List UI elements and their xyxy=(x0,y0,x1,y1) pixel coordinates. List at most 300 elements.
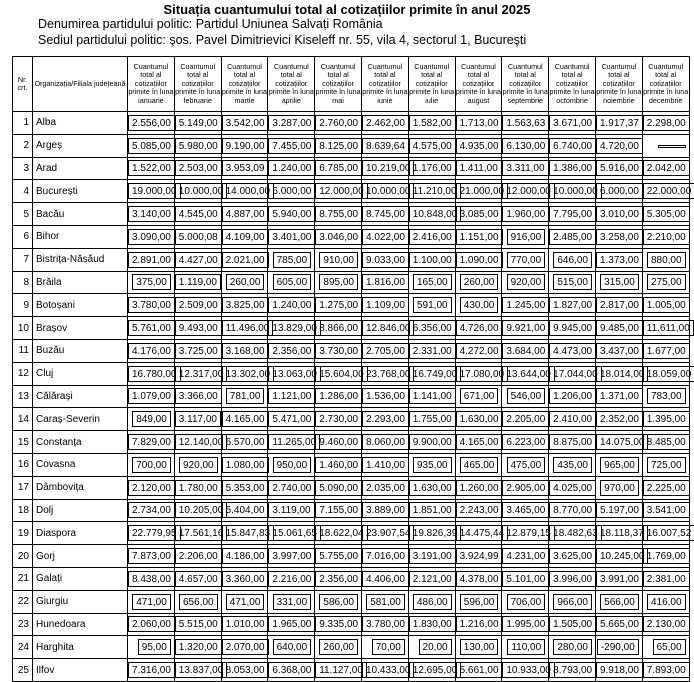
amount-cell xyxy=(221,225,268,248)
amount-cell xyxy=(595,248,642,271)
table-row xyxy=(13,476,690,499)
amount-cell xyxy=(642,271,689,294)
amount-cell xyxy=(268,112,315,135)
amount-cell xyxy=(408,522,458,545)
header-month-12: Cuantumul total al cotizațiilor primite în luna decembrie xyxy=(642,57,689,112)
amount-cell xyxy=(315,567,362,590)
row-number: 22 xyxy=(13,590,33,613)
amount-value: 1.373,00 xyxy=(596,252,643,268)
amount-value: 1.395,00 xyxy=(643,411,690,427)
amount-cell xyxy=(174,271,221,294)
amount-cell xyxy=(455,613,502,636)
amount-cell xyxy=(268,225,315,248)
amount-value: 19.826,39 xyxy=(409,525,462,541)
amount-value: 7.316,00 xyxy=(128,662,175,678)
amount-value: 3.119,00 xyxy=(268,502,314,518)
amount-value: 9.190,00 xyxy=(222,138,269,154)
amount-cell xyxy=(642,385,689,408)
amount-cell xyxy=(221,203,268,226)
amount-cell xyxy=(174,522,224,545)
amount-value: 6.570,00 xyxy=(222,434,269,450)
amount-cell xyxy=(549,431,596,454)
amount-cell xyxy=(549,453,596,476)
amount-value: 3.287,00 xyxy=(268,115,315,131)
amount-value: 18.482,63 xyxy=(549,525,602,541)
amount-cell xyxy=(502,659,549,682)
row-number: 24 xyxy=(13,636,33,659)
amount-cell xyxy=(361,362,411,385)
amount-cell xyxy=(174,590,221,613)
amount-value: 6.368,00 xyxy=(268,662,315,678)
amount-value: 4.575,00 xyxy=(409,138,456,154)
header-organization: Organizația/Filiala județeană xyxy=(33,57,128,112)
amount-value: 1.995,00 xyxy=(502,616,549,632)
table-row xyxy=(13,385,690,408)
amount-cell xyxy=(268,180,315,203)
amount-value: 2.381,00 xyxy=(643,571,690,587)
amount-value: 2.035,00 xyxy=(362,480,409,496)
amount-value: 3.085,00 xyxy=(456,206,503,222)
organization-name: Argeș xyxy=(33,134,128,157)
amount-cell xyxy=(361,134,408,157)
organization-name: Diaspora xyxy=(33,522,128,545)
amount-cell xyxy=(221,636,268,659)
amount-cell xyxy=(549,362,596,385)
amount-value: 1.827,00 xyxy=(549,297,596,313)
amount-value: 2.225,00 xyxy=(643,480,690,496)
amount-cell xyxy=(455,248,502,271)
amount-cell xyxy=(174,180,224,203)
amount-cell xyxy=(361,271,408,294)
amount-value: 110,00 xyxy=(507,639,545,655)
amount-value: 1.260,00 xyxy=(456,480,503,496)
amount-cell xyxy=(642,453,689,476)
party-name: Denumirea partidului politic: Partidul Uniunea Salvați România xyxy=(38,17,383,31)
amount-value: 20,00 xyxy=(419,639,452,655)
amount-value: 3.046,00 xyxy=(315,229,362,245)
amount-cell xyxy=(361,317,411,340)
amount-value: 15.847,83 xyxy=(222,525,275,541)
amount-cell xyxy=(595,362,645,385)
amount-cell xyxy=(128,431,175,454)
amount-value: 12.000,00 xyxy=(502,183,555,199)
amount-cell xyxy=(128,476,175,499)
amount-value: 1.079,00 xyxy=(128,388,175,404)
amount-cell xyxy=(595,567,642,590)
amount-value: 916,00 xyxy=(507,229,546,245)
amount-cell xyxy=(455,157,502,180)
organization-name: București xyxy=(33,180,128,203)
amount-value: 1.522,00 xyxy=(128,160,175,176)
amount-value: 9.033,00 xyxy=(362,252,409,268)
amount-cell xyxy=(268,317,315,340)
amount-value: 13.302,00 xyxy=(222,366,275,382)
amount-value: 4.406,00 xyxy=(362,571,409,587)
amount-value: 14.000,00 xyxy=(222,183,275,199)
amount-cell xyxy=(502,203,549,226)
amount-cell xyxy=(128,522,175,545)
amount-value: 3.730,00 xyxy=(315,343,362,359)
amount-cell xyxy=(174,203,221,226)
amount-cell xyxy=(315,476,362,499)
amount-cell xyxy=(595,112,642,135)
amount-value: 10.933,00 xyxy=(502,662,555,678)
amount-cell xyxy=(502,225,549,248)
row-number: 21 xyxy=(13,567,33,590)
amount-value: 3.258,00 xyxy=(596,229,643,245)
amount-cell xyxy=(502,499,549,522)
organization-name: Galați xyxy=(33,567,128,590)
amount-cell xyxy=(549,636,596,659)
amount-value: 7.455,00 xyxy=(268,138,315,154)
amount-cell xyxy=(455,476,502,499)
amount-cell xyxy=(595,317,642,340)
amount-value: 3.953,09 xyxy=(222,160,269,176)
amount-cell xyxy=(595,613,642,636)
amount-cell xyxy=(128,112,175,135)
row-number: 7 xyxy=(13,248,33,271)
amount-cell xyxy=(642,431,689,454)
table-row xyxy=(13,134,690,157)
amount-value: 3.360,00 xyxy=(222,571,269,587)
amount-value: 586,00 xyxy=(319,594,358,610)
amount-value: 783,00 xyxy=(647,388,686,404)
amount-cell xyxy=(549,385,596,408)
table-row xyxy=(13,317,690,340)
amount-cell xyxy=(361,339,408,362)
amount-value: 5.761,00 xyxy=(128,320,175,336)
amount-cell xyxy=(642,636,689,659)
amount-cell xyxy=(315,545,362,568)
amount-cell xyxy=(549,408,596,431)
amount-cell xyxy=(549,317,596,340)
amount-value: 2.352,00 xyxy=(596,411,643,427)
amount-cell xyxy=(595,294,642,317)
amount-value: 17.080,00 xyxy=(456,366,509,382)
amount-cell xyxy=(455,385,502,408)
amount-value: 10.000,00 xyxy=(549,183,602,199)
amount-cell xyxy=(268,134,315,157)
amount-cell xyxy=(595,408,642,431)
amount-value: 16.007,52 xyxy=(643,525,694,541)
amount-value: 2.060,00 xyxy=(128,616,175,632)
amount-value: 10.000,00 xyxy=(362,183,415,199)
amount-cell xyxy=(221,339,268,362)
amount-value: 14.475,44 xyxy=(456,525,509,541)
amount-value: 950,00 xyxy=(273,457,312,473)
amount-cell xyxy=(642,567,689,590)
amount-value: 1.119,00 xyxy=(175,274,221,290)
amount-value: 5.916,00 xyxy=(596,160,643,176)
amount-cell xyxy=(174,453,221,476)
row-number: 14 xyxy=(13,408,33,431)
amount-value: 8.125,00 xyxy=(315,138,362,154)
amount-cell xyxy=(455,225,502,248)
amount-cell xyxy=(315,453,362,476)
amount-value: 3.684,00 xyxy=(502,343,549,359)
amount-cell xyxy=(221,545,268,568)
amount-cell xyxy=(128,408,175,431)
amount-cell xyxy=(595,522,642,545)
amount-value: 2.042,00 xyxy=(643,160,690,176)
row-number: 19 xyxy=(13,522,33,545)
amount-cell xyxy=(408,385,455,408)
amount-value: 2.817,00 xyxy=(596,297,643,313)
amount-value: 1.677,00 xyxy=(643,343,690,359)
amount-cell xyxy=(174,613,221,636)
amount-value: 11.496,00 xyxy=(222,320,274,336)
amount-cell xyxy=(315,408,362,431)
row-number: 5 xyxy=(13,203,33,226)
amount-value: 475,00 xyxy=(507,457,546,473)
amount-value: 4.887,00 xyxy=(222,206,269,222)
amount-cell xyxy=(455,408,502,431)
amount-value: 3.780,00 xyxy=(128,297,175,313)
amount-cell xyxy=(268,362,315,385)
amount-value: 10.205,00 xyxy=(175,502,228,518)
amount-cell xyxy=(595,545,645,568)
amount-value: 566,00 xyxy=(600,594,639,610)
amount-value: 19.000,00 xyxy=(128,183,181,199)
amount-cell xyxy=(549,499,596,522)
amount-cell xyxy=(174,499,224,522)
amount-value: 15.604,00 xyxy=(315,366,368,382)
header-month-8: Cuantumul total al cotizațiilor primite în luna august xyxy=(455,57,502,112)
amount-value: 4.165,00 xyxy=(456,434,503,450)
amount-value: 5.404,00 xyxy=(222,502,269,518)
amount-cell xyxy=(642,590,689,613)
amount-value: 5.755,00 xyxy=(315,548,362,564)
amount-value: 706,00 xyxy=(507,594,546,610)
amount-cell xyxy=(455,112,502,135)
amount-cell xyxy=(502,636,549,659)
amount-cell xyxy=(268,499,315,522)
amount-value: 895,00 xyxy=(319,274,358,290)
amount-value: 3.542,00 xyxy=(222,115,269,131)
organization-name: Botoșani xyxy=(33,294,128,317)
amount-cell xyxy=(128,225,175,248)
table-row xyxy=(13,339,690,362)
row-number: 25 xyxy=(13,659,33,682)
amount-cell xyxy=(174,476,221,499)
amount-value: 5.353,00 xyxy=(222,480,269,496)
amount-value: 515,00 xyxy=(553,274,592,290)
amount-value: 416,00 xyxy=(647,594,686,610)
amount-cell xyxy=(268,431,315,454)
header-month-9: Cuantumul total al cotizațiilor primite în luna septembrie xyxy=(502,57,549,112)
amount-cell xyxy=(502,567,549,590)
amount-cell xyxy=(268,408,315,431)
amount-value: 11.127,00 xyxy=(315,662,367,678)
header-month-10: Cuantumul total al cotizațiilor primite în luna octombrie xyxy=(549,57,596,112)
amount-value: 1.240,00 xyxy=(268,160,315,176)
amount-value: 486,00 xyxy=(413,594,452,610)
amount-value: 671,00 xyxy=(460,388,499,404)
amount-cell xyxy=(174,659,224,682)
amount-cell xyxy=(455,362,505,385)
amount-value: 7.873,00 xyxy=(128,548,175,564)
amount-value: 935,00 xyxy=(413,457,452,473)
amount-value: 9.335,00 xyxy=(315,616,362,632)
amount-value: 1.371,00 xyxy=(596,388,643,404)
amount-cell xyxy=(361,499,408,522)
amount-value: 1.713,00 xyxy=(456,115,503,131)
amount-cell xyxy=(595,271,642,294)
amount-value: 1.109,00 xyxy=(362,297,409,313)
amount-value: 1.090,00 xyxy=(456,252,503,268)
amount-cell xyxy=(595,157,642,180)
amount-value: 785,00 xyxy=(273,252,312,268)
amount-cell xyxy=(502,590,549,613)
header-month-7: Cuantumul total al cotizațiilor primite în luna iulie xyxy=(408,57,455,112)
amount-value: 260,00 xyxy=(226,274,265,290)
amount-value: 3.825,00 xyxy=(222,297,269,313)
amount-cell xyxy=(455,431,502,454)
amount-value: 1.563,63 xyxy=(502,115,549,131)
amount-value: 1.830,00 xyxy=(409,616,456,632)
amount-cell xyxy=(595,499,642,522)
amount-cell xyxy=(502,453,549,476)
amount-value: 331,00 xyxy=(273,594,312,610)
amount-cell xyxy=(268,590,315,613)
table-row xyxy=(13,659,690,682)
amount-cell xyxy=(174,317,221,340)
amount-value: 4.025,00 xyxy=(549,480,596,496)
amount-value: 3.191,00 xyxy=(409,548,456,564)
amount-value: 17.561,16 xyxy=(175,525,228,541)
table-row xyxy=(13,408,690,431)
amount-value: 5.661,00 xyxy=(456,662,503,678)
amount-cell xyxy=(595,385,642,408)
amount-value: 1.010,00 xyxy=(222,616,269,632)
amount-cell xyxy=(455,659,502,682)
amount-value: 8.770,00 xyxy=(549,502,596,518)
amount-cell xyxy=(361,453,408,476)
table-row xyxy=(13,453,690,476)
amount-cell xyxy=(221,522,271,545)
amount-value: 9.460,00 xyxy=(315,434,362,450)
amount-value: 3.117,00 xyxy=(175,411,221,427)
amount-cell xyxy=(361,408,408,431)
amount-value: 3.140,00 xyxy=(128,206,175,222)
amount-cell xyxy=(361,659,411,682)
amount-cell xyxy=(268,545,315,568)
amount-cell xyxy=(268,339,315,362)
amount-value: 22.779,95 xyxy=(128,525,181,541)
amount-value: 2.905,00 xyxy=(502,480,549,496)
organization-name: Cluj xyxy=(33,362,128,385)
amount-value: 4.022,00 xyxy=(362,229,409,245)
amount-cell xyxy=(642,522,692,545)
amount-value: 7.829,00 xyxy=(128,434,175,450)
amount-cell xyxy=(549,157,596,180)
amount-cell xyxy=(502,431,549,454)
amount-value: 1.245,00 xyxy=(502,297,549,313)
amount-cell xyxy=(174,636,221,659)
amount-value: 5.000,08 xyxy=(175,229,222,245)
amount-cell xyxy=(268,203,315,226)
row-number: 23 xyxy=(13,613,33,636)
document-title: Situația cuantumului total al cotizațiilor primite în anul 2025 xyxy=(163,2,531,17)
amount-value: 12.000,00 xyxy=(315,183,368,199)
amount-cell xyxy=(174,248,221,271)
amount-cell xyxy=(221,659,268,682)
amount-value: 6.223,00 xyxy=(502,434,549,450)
amount-cell xyxy=(549,339,596,362)
amount-value: 22.000,00 xyxy=(643,183,694,199)
amount-value: 3.401,00 xyxy=(268,229,315,245)
amount-cell xyxy=(268,567,315,590)
amount-cell xyxy=(642,499,689,522)
amount-value: 3.541,00 xyxy=(643,502,690,518)
organization-name: Călărași xyxy=(33,385,128,408)
amount-value: 10.848,00 xyxy=(409,206,462,222)
amount-cell xyxy=(315,180,362,203)
amount-value: 3.780,00 xyxy=(362,616,409,632)
header-month-11: Cuantumul total al cotizațiilor primite în luna noiembrie xyxy=(595,57,642,112)
amount-cell xyxy=(642,294,689,317)
amount-value: 1.965,00 xyxy=(268,616,315,632)
amount-value: 130,00 xyxy=(460,639,499,655)
amount-cell xyxy=(595,431,645,454)
amount-cell xyxy=(128,248,175,271)
amount-cell xyxy=(174,225,221,248)
amount-cell xyxy=(642,203,689,226)
amount-cell xyxy=(642,476,689,499)
organization-name: Bihor xyxy=(33,225,128,248)
table-row xyxy=(13,157,690,180)
amount-value: 1.630,00 xyxy=(409,480,456,496)
amount-cell xyxy=(642,112,689,135)
amount-cell xyxy=(502,294,549,317)
amount-cell xyxy=(642,180,692,203)
amount-value: 11.611,00 xyxy=(643,320,694,336)
organization-name: Ilfov xyxy=(33,659,128,682)
amount-cell xyxy=(595,453,642,476)
amount-cell xyxy=(455,134,502,157)
table-body xyxy=(13,112,690,682)
amount-cell xyxy=(128,203,175,226)
row-number: 8 xyxy=(13,271,33,294)
amount-cell xyxy=(221,613,268,636)
amount-value: 10.000,00 xyxy=(175,183,228,199)
amount-cell xyxy=(642,339,689,362)
amount-value: 605,00 xyxy=(273,274,312,290)
amount-cell xyxy=(361,567,408,590)
amount-value: 4.473,00 xyxy=(549,343,596,359)
amount-value: 3.010,00 xyxy=(596,206,643,222)
amount-cell xyxy=(455,522,505,545)
amount-cell xyxy=(221,294,268,317)
amount-value: 1.286,00 xyxy=(315,388,362,404)
amount-cell xyxy=(361,248,408,271)
amount-value: 3.997,00 xyxy=(268,548,315,564)
row-number: 12 xyxy=(13,362,33,385)
header-month-2: Cuantumul total al cotizațiilor primite în luna februarie xyxy=(174,57,221,112)
amount-cell xyxy=(408,180,455,203)
amount-value: 970,00 xyxy=(600,480,639,496)
amount-value: 13.644,00 xyxy=(502,366,555,382)
amount-cell xyxy=(221,248,268,271)
amount-value: 5.101,00 xyxy=(502,571,549,587)
amount-value: 18.622,04 xyxy=(315,525,368,541)
amount-cell xyxy=(595,203,642,226)
amount-cell xyxy=(502,522,549,545)
amount-value: 596,00 xyxy=(460,594,499,610)
amount-value: 18.059,00 xyxy=(643,366,694,382)
amount-value: 920,00 xyxy=(507,274,546,290)
amount-value: 910,00 xyxy=(319,252,358,268)
